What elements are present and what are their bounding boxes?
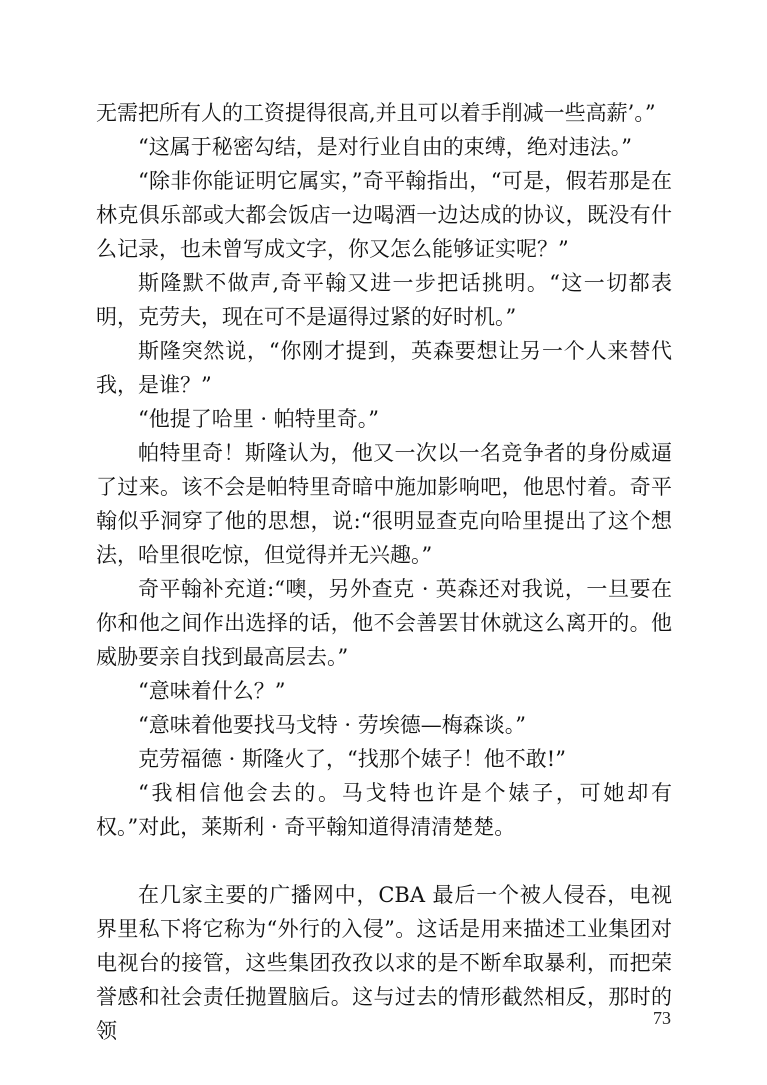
body-text [96,96,672,1048]
paragraph: “这属于秘密勾结，是对行业自由的束缚，绝对违法。” [138,135,632,159]
paragraph: 奇平翰补充道:“噢，另外查克 · 英森还对我说，一旦要在你和他之间作出选择的话，他不会善罢甘休就这么离开的。他威胁要亲自找到最高层去。” [96,577,672,669]
section-break [96,844,672,878]
paragraph: 斯隆默不做声,奇平翰又进一步把话挑明。“这一切都表明，克劳夫，现在可不是逼得过紧的好时机。” [96,271,672,329]
paragraph: “我相信他会去的。马戈特也许是个婊子，可她却有权。”对此，莱斯利 · 奇平翰知道得清清楚楚。 [96,781,672,839]
paragraph: “除非你能证明它属实，”奇平翰指出，“可是，假若那是在林克俱乐部或大都会饭店一边喝酒一边达成的协议，既没有什么记录，也未曾写成文字，你又怎么能够证实呢？” [96,169,672,261]
paragraph: “意味着什么？” [138,679,286,703]
paragraph: “意味着他要找马戈特 · 劳埃德—梅森谈。” [138,713,526,737]
paragraph: 帕特里奇！斯隆认为，他又一次以一名竞争者的身份威逼了过来。该不会是帕特里奇暗中施加影响吧，他思忖着。奇平翰似乎洞穿了他的思想，说:“很明显查克向哈里提出了这个想法，哈里很吃惊，但觉得并无兴趣。” [96,441,672,567]
paragraph: “他提了哈里 · 帕特里奇。” [138,407,379,431]
paragraph: 在几家主要的广播网中，CBA 最后一个被人侵吞，电视界里私下将它称为“外行的入侵”。这话是用来描述工业集团对电视台的接管，这些集团孜孜以求的是不断牟取暴利，而把荣誉感和社会责任抛置脑后。这与过去的情形截然相反，那时的领 [96,883,672,1043]
page-number: 73 [653,1008,671,1028]
paragraph: 无需把所有人的工资提得很高,并且可以着手削减一些高薪’。” [96,101,656,125]
paragraph: 克劳福德 · 斯隆火了，“找那个婊子！他不敢!” [138,747,566,771]
paragraph: 斯隆突然说，“你刚才提到，英森要想让另一个人来替代我，是谁？” [96,339,672,397]
